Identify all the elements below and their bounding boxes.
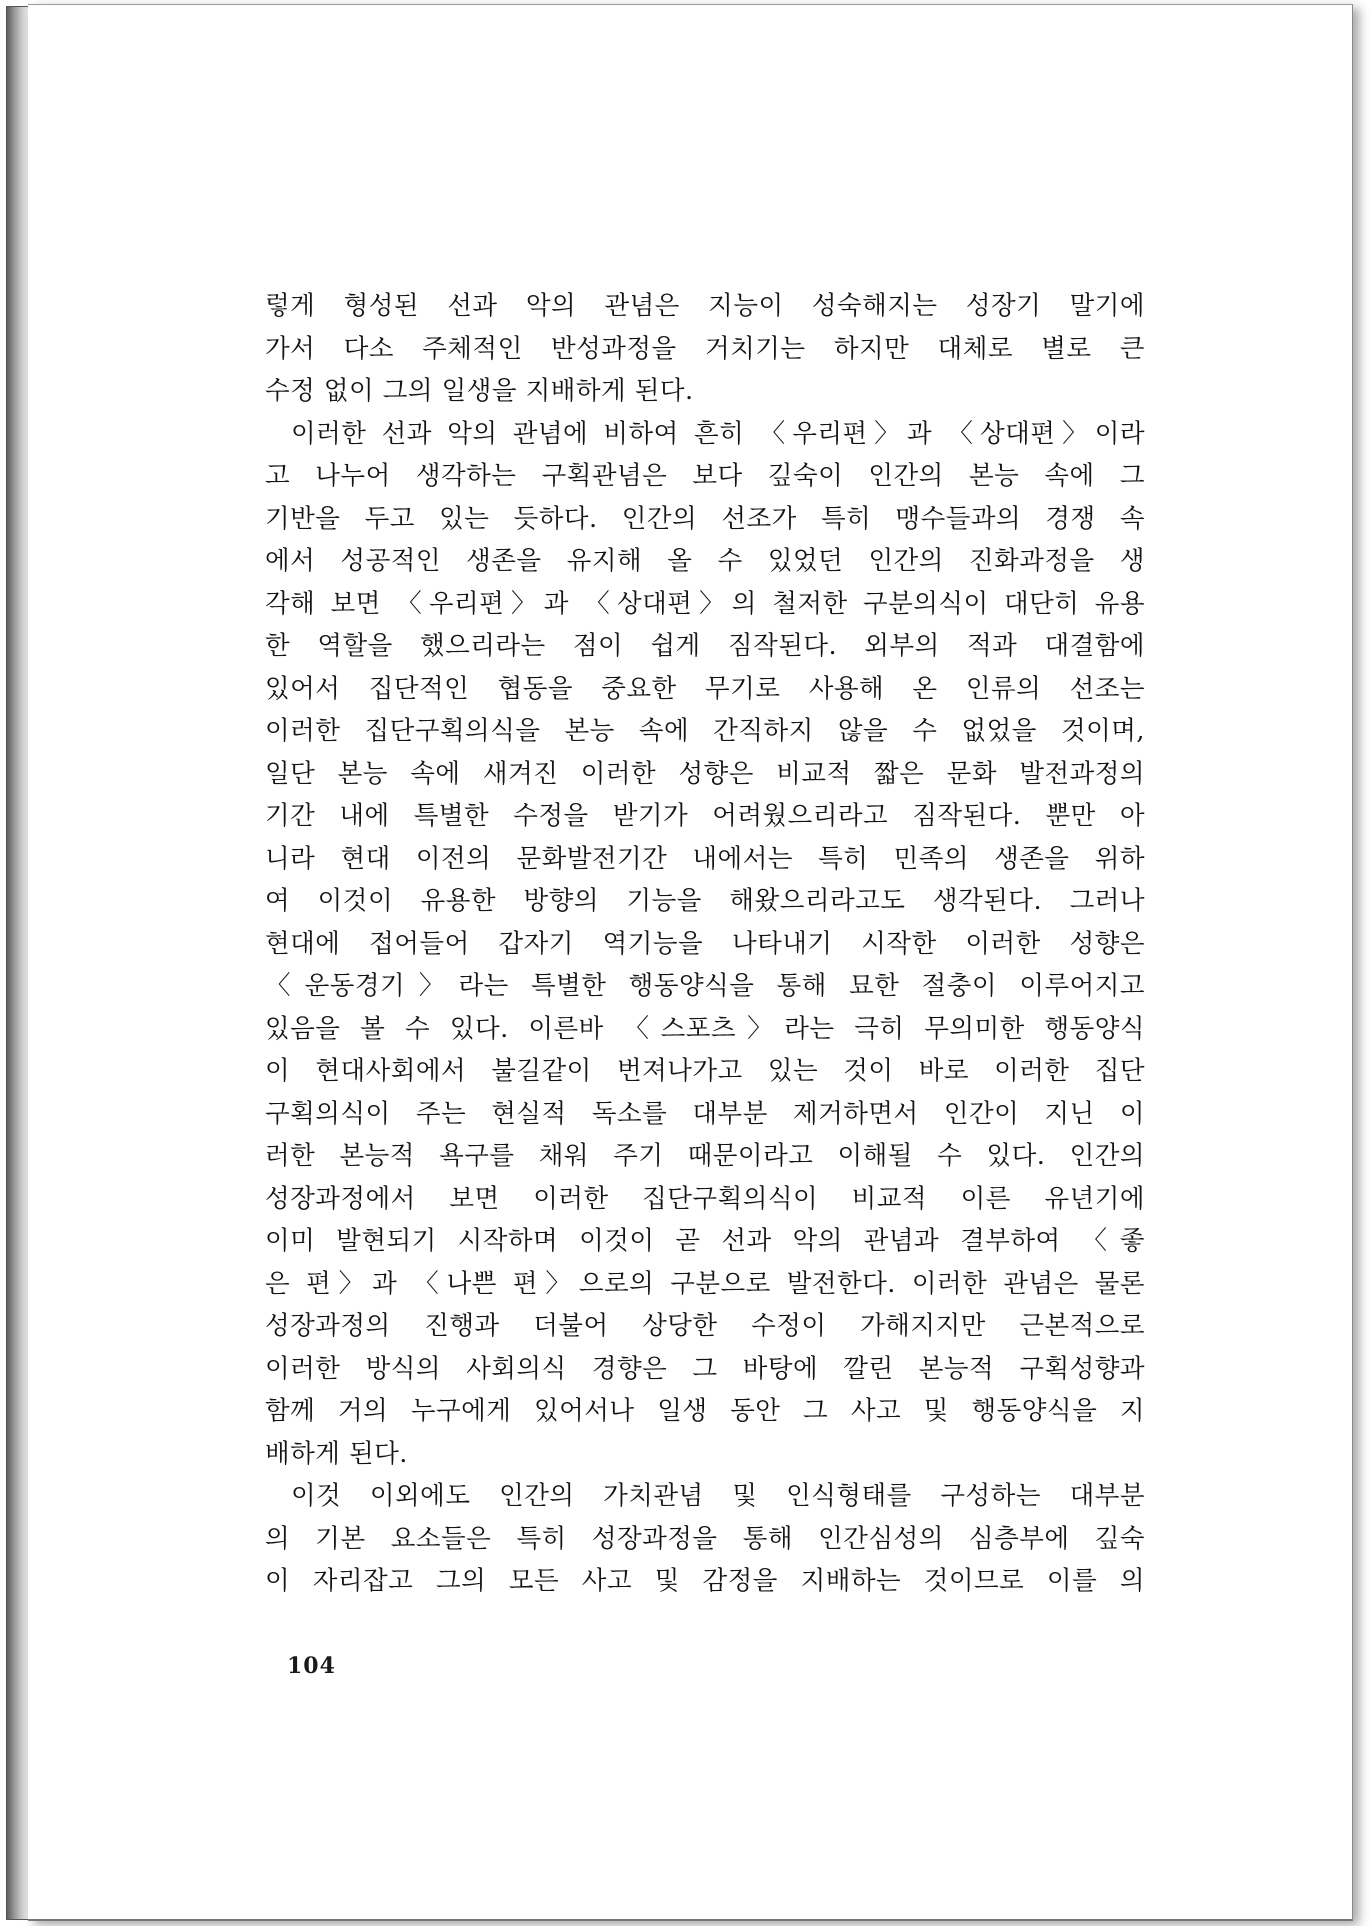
text-line: 렇게 형성된 선과 악의 관념은 지능이 성숙해지는 성장기 말기에 (265, 291, 1145, 321)
text-line: 이미 발현되기 시작하며 이것이 곧 선과 악의 관념과 결부하여 〈좋 (265, 1226, 1145, 1256)
text-line: 여 이것이 유용한 방향의 기능을 해왔으리라고도 생각된다. 그러나 (265, 886, 1145, 916)
text-line: 성장과정의 진행과 더불어 상당한 수정이 가해지지만 근본적으로 (265, 1311, 1145, 1341)
text-line: 현대에 접어들어 갑자기 역기능을 나타내기 시작한 이러한 성향은 (265, 928, 1145, 959)
text-line: 이것 이외에도 인간의 가치관념 및 인식형태를 구성하는 대부분 (291, 1481, 1145, 1511)
text-line: 의 기본 요소들은 특히 성장과정을 통해 인간심성의 심층부에 깊숙 (265, 1523, 1145, 1554)
text-line: 가서 다소 주체적인 반성과정을 거치기는 하지만 대체로 별로 큰 (265, 333, 1145, 364)
text-line: 에서 성공적인 생존을 유지해 올 수 있었던 인간의 진화과정을 생 (265, 546, 1145, 576)
text-line: 이러한 집단구획의식을 본능 속에 간직하지 않을 수 없었을 것이며, (265, 716, 1145, 746)
text-line: 기간 내에 특별한 수정을 받기가 어려웠으리라고 짐작된다. 뿐만 아 (265, 801, 1145, 831)
text-line: 있음을 볼 수 있다. 이른바 〈스포츠〉라는 극히 무의미한 행동양식 (265, 1013, 1145, 1044)
text-line: 이러한 선과 악의 관념에 비하여 흔히 〈우리편〉과 〈상대편〉이라 (291, 418, 1145, 449)
text-line: 이 현대사회에서 불길같이 번져나가고 있는 것이 바로 이러한 집단 (265, 1056, 1145, 1086)
text-line: 성장과정에서 보면 이러한 집단구획의식이 비교적 이른 유년기에 (265, 1183, 1145, 1214)
text-line: 수정 없이 그의 일생을 지배하게 된다. (265, 376, 694, 406)
text-line: 러한 본능적 욕구를 채워 주기 때문이라고 이해될 수 있다. 인간의 (265, 1141, 1145, 1171)
page-body-text (265, 285, 1145, 1603)
text-line: 함께 거의 누구에게 있어서나 일생 동안 그 사고 및 행동양식을 지 (265, 1396, 1145, 1426)
text-line: 구획의식이 주는 현실적 독소를 대부분 제거하면서 인간이 지닌 이 (265, 1098, 1145, 1129)
book-spine (6, 6, 30, 1920)
text-line: 〈운동경기〉라는 특별한 행동양식을 통해 묘한 절충이 이루어지고 (265, 971, 1145, 1001)
text-line: 고 나누어 생각하는 구획관념은 보다 깊숙이 인간의 본능 속에 그 (265, 461, 1145, 491)
text-line: 각해 보면 〈우리편〉과 〈상대편〉의 철저한 구분의식이 대단히 유용 (265, 588, 1145, 619)
text-line: 니라 현대 이전의 문화발전기간 내에서는 특히 민족의 생존을 위하 (265, 843, 1145, 874)
text-line: 한 역할을 했으리라는 점이 쉽게 짐작된다. 외부의 적과 대결함에 (265, 631, 1145, 661)
text-line: 일단 본능 속에 새겨진 이러한 성향은 비교적 짧은 문화 발전과정의 (265, 758, 1145, 789)
text-line: 이 자리잡고 그의 모든 사고 및 감정을 지배하는 것이므로 이를 의 (265, 1566, 1145, 1596)
text-line: 기반을 두고 있는 듯하다. 인간의 선조가 특히 맹수들과의 경쟁 속 (265, 503, 1145, 534)
text-line: 배하게 된다. (265, 1438, 408, 1469)
text-line: 은 편〉과 〈나쁜 편〉으로의 구분으로 발전한다. 이러한 관념은 물론 (265, 1268, 1145, 1299)
text-line: 있어서 집단적인 협동을 중요한 무기로 사용해 온 인류의 선조는 (265, 673, 1145, 704)
page-number: 104 (287, 1653, 336, 1679)
text-line: 이러한 방식의 사회의식 경향은 그 바탕에 깔린 본능적 구획성향과 (265, 1353, 1145, 1384)
